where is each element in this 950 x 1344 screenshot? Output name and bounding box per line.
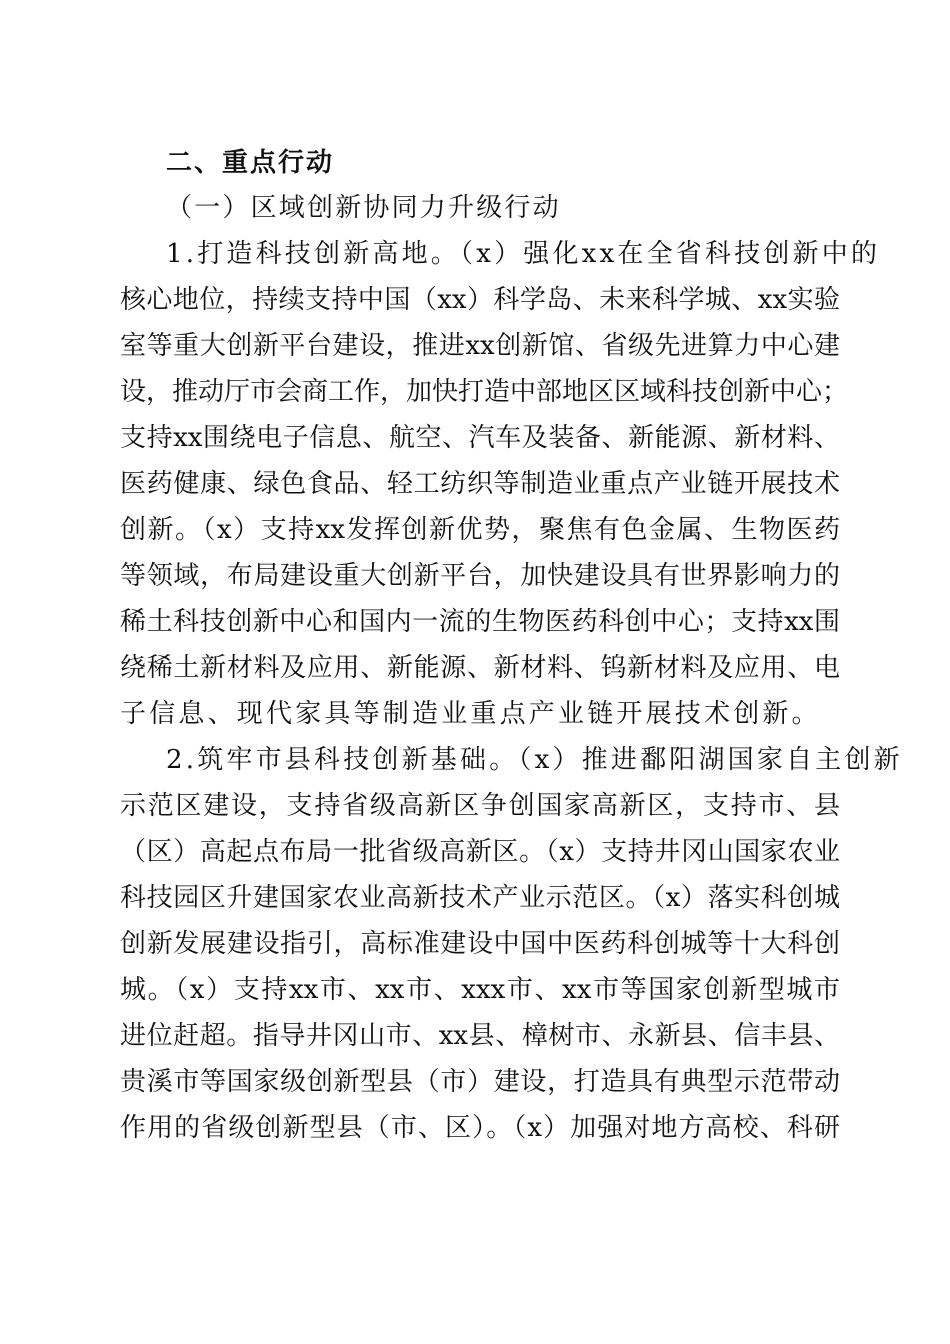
paragraph-1-line-3: 室等重大创新平台建设，推进xx创新馆、省级先进算力中心建	[120, 331, 840, 361]
paragraph-1-line-8: 等领域，布局建设重大创新平台，加快建设具有世界影响力的	[120, 561, 840, 591]
paragraph-1-line-2: 核心地位，持续支持中国（xx）科学岛、未来科学城、xx实验	[120, 285, 840, 315]
paragraph-1-line-1: 1.打造科技创新高地。（x）强化xx在全省科技创新中的	[166, 239, 881, 269]
paragraph-2-line-1: 2.筑牢市县科技创新基础。（x）推进鄱阳湖国家自主创新	[166, 745, 903, 775]
section-title: 二、重点行动	[166, 148, 335, 178]
paragraph-1-line-5: 支持xx围绕电子信息、航空、汽车及装备、新能源、新材料、	[120, 423, 840, 453]
paragraph-2-line-5: 创新发展建设指引，高标准建设中国中医药科创城等十大科创	[120, 929, 840, 959]
paragraph-2-line-8: 贵溪市等国家级创新型县（市）建设，打造具有典型示范带动	[120, 1067, 840, 1097]
paragraph-2-line-7: 进位赶超。指导井冈山市、xx县、樟树市、永新县、信丰县、	[120, 1021, 840, 1051]
paragraph-1-line-6: 医药健康、绿色食品、轻工纺织等制造业重点产业链开展技术	[120, 469, 840, 499]
paragraph-2-line-3: （区）高起点布局一批省级高新区。（x）支持井冈山国家农业	[120, 837, 840, 867]
subsection-title: （一）区域创新协同力升级行动	[166, 193, 561, 223]
paragraph-2-line-2: 示范区建设，支持省级高新区争创国家高新区，支持市、县	[120, 791, 840, 821]
paragraph-1-line-4: 设，推动厅市会商工作，加快打造中部地区区域科技创新中心；	[120, 377, 849, 407]
paragraph-1-line-11: 子信息、现代家具等制造业重点产业链开展技术创新。	[120, 699, 821, 729]
paragraph-1-line-7: 创新。（x）支持xx发挥创新优势，聚焦有色金属、生物医药	[120, 515, 840, 545]
paragraph-2-line-4: 科技园区升建国家农业高新技术产业示范区。（x）落实科创城	[120, 883, 840, 913]
paragraph-2-line-6: 城。（x）支持xx市、xx市、xxx市、xx市等国家创新型城市	[120, 975, 840, 1005]
paragraph-2-line-9: 作用的省级创新型县（市、区）。（x）加强对地方高校、科研	[120, 1113, 840, 1143]
paragraph-1-line-10: 绕稀土新材料及应用、新能源、新材料、钨新材料及应用、电	[120, 653, 840, 683]
paragraph-1-line-9: 稀土科技创新中心和国内一流的生物医药科创中心；支持xx围	[120, 607, 840, 637]
